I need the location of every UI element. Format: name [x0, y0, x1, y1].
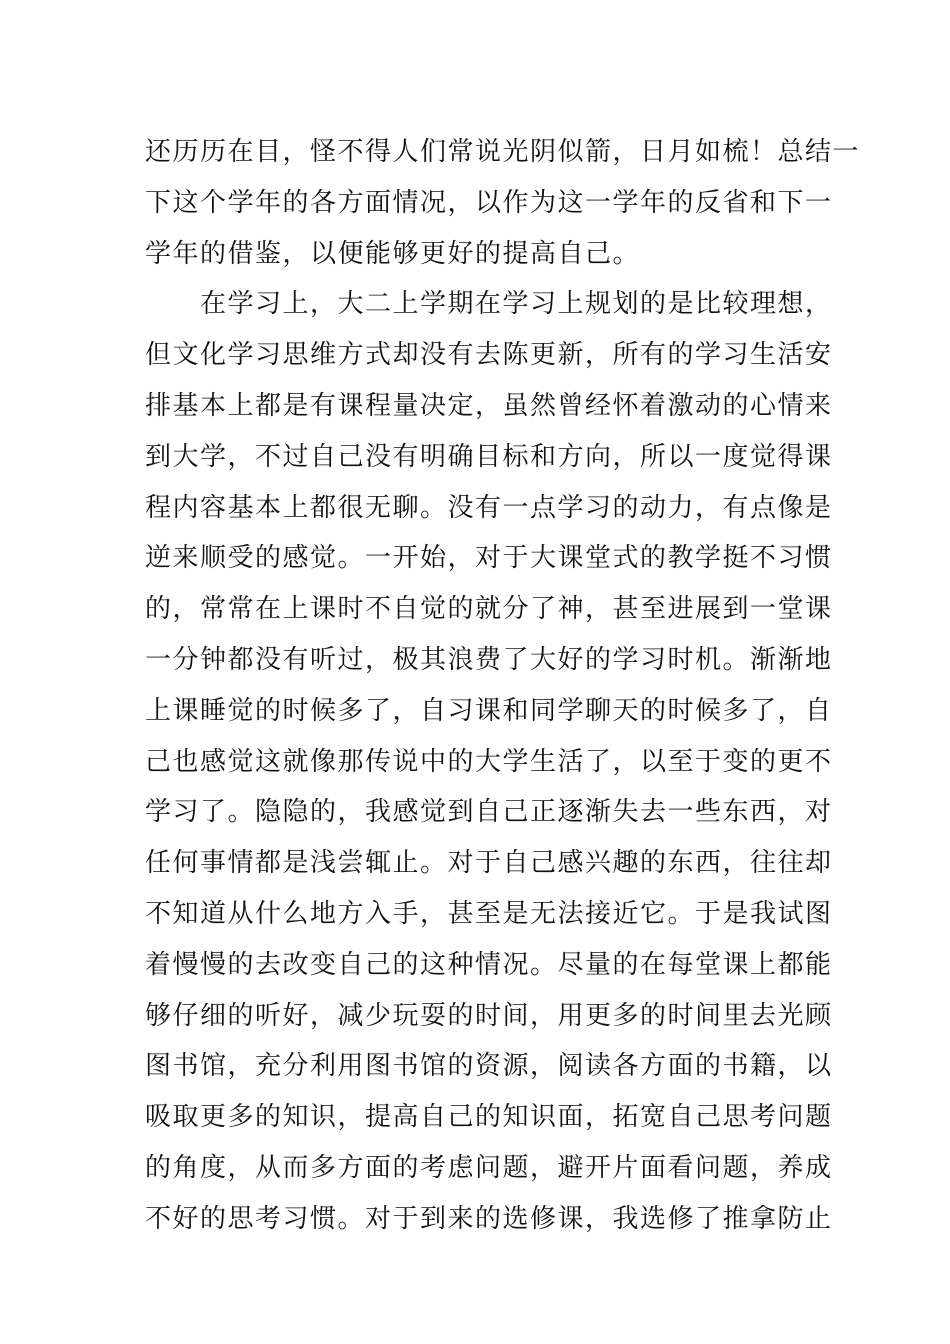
text-line: 任何事情都是浅尝辄止。对于自己感兴趣的东西，往往却 [145, 848, 833, 879]
text-line: 的，常常在上课时不自觉的就分了神，甚至进展到一堂课 [145, 594, 833, 625]
text-line: 在学习上，大二上学期在学习上规划的是比较理想， [145, 289, 833, 320]
document-body-text [145, 127, 861, 1245]
text-line: 一分钟都没有听过，极其浪费了大好的学习时机。渐渐地 [145, 644, 833, 675]
text-line: 上课睡觉的时候多了，自习课和同学聊天的时候多了，自 [145, 695, 833, 726]
text-line: 图书馆，充分利用图书馆的资源，阅读各方面的书籍，以 [145, 1051, 833, 1082]
text-line: 己也感觉这就像那传说中的大学生活了，以至于变的更不 [145, 746, 833, 777]
text-line: 逆来顺受的感觉。一开始，对于大课堂式的教学挺不习惯 [145, 543, 833, 574]
text-line: 着慢慢的去改变自己的这种情况。尽量的在每堂课上都能 [145, 949, 833, 980]
text-line: 吸取更多的知识，提高自己的知识面，拓宽自己思考问题 [145, 1102, 833, 1133]
text-line: 到大学，不过自己没有明确目标和方向，所以一度觉得课 [145, 441, 833, 472]
text-line: 下这个学年的各方面情况，以作为这一学年的反省和下一 [145, 187, 833, 218]
text-line: 不知道从什么地方入手，甚至是无法接近它。于是我试图 [145, 898, 833, 929]
text-line: 够仔细的听好，减少玩耍的时间，用更多的时间里去光顾 [145, 1000, 833, 1031]
text-line: 但文化学习思维方式却没有去陈更新，所有的学习生活安 [145, 340, 833, 371]
text-line: 学习了。隐隐的，我感觉到自己正逐渐失去一些东西，对 [145, 797, 833, 828]
text-line: 不好的思考习惯。对于到来的选修课，我选修了推拿防止 [145, 1203, 833, 1234]
text-line: 程内容基本上都很无聊。没有一点学习的动力，有点像是 [145, 492, 833, 523]
text-line: 的角度，从而多方面的考虑问题，避开片面看问题，养成 [145, 1152, 833, 1183]
text-line: 排基本上都是有课程量决定，虽然曾经怀着激动的心情来 [145, 390, 833, 421]
text-line: 还历历在目，怪不得人们常说光阴似箭，日月如梳！总结一 [145, 137, 861, 167]
text-line: 学年的借鉴，以便能够更好的提高自己。 [145, 238, 641, 269]
